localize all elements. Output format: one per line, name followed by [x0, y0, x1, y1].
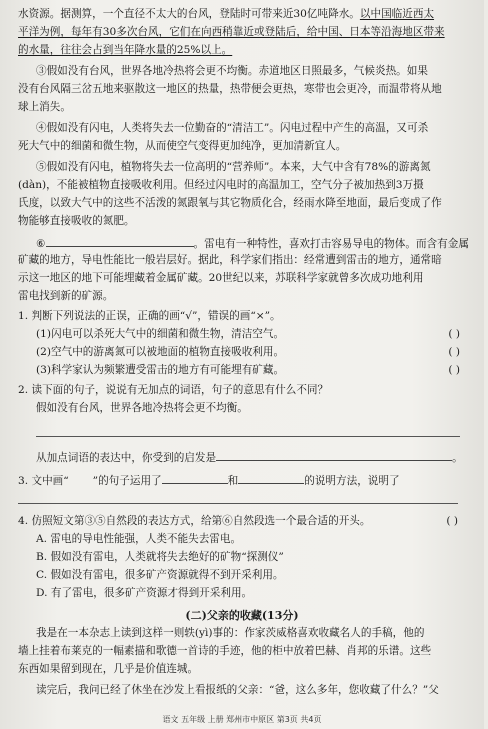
paren-text: ( )	[448, 346, 460, 358]
section-title: (二)父亲的收藏(13分)	[185, 609, 299, 622]
period: 。	[452, 452, 463, 464]
paragraph-5-line: 物能够直接吸收的氮肥。	[18, 215, 135, 227]
prompt-text: ”的句子运用了	[92, 475, 162, 487]
option-c[interactable]: C. 假如没有雷电，很多矿产资源就得不到开采利用。	[36, 569, 284, 581]
page-footer: 语文 五年级 上册 郑州市中原区 第3页 共4页	[162, 715, 322, 724]
paren-text: ( )	[448, 328, 460, 340]
question-2-followup	[36, 450, 463, 465]
prompt-text: 和	[227, 475, 239, 487]
answer-line[interactable]	[18, 503, 458, 504]
question-1-prompt: 1. 判断下列说法的正误，正确的画“√”，错误的画“×”。	[18, 310, 281, 322]
question-4-prompt	[18, 515, 458, 528]
answer-blank[interactable]	[216, 450, 452, 461]
paragraph-6-line: 矿藏的地方，导电性能比一般岩层好。据此，科学家们指出：经常遭到雷击的地方，通常暗	[18, 254, 442, 266]
statement-text: (2)空气中的游离氮可以被地面的植物直接吸收利用。	[36, 346, 285, 358]
answer-paren[interactable]	[446, 515, 458, 528]
prompt-text: 3. 文中画“	[18, 475, 69, 487]
paragraph-number: ⑥	[36, 238, 46, 250]
answer-blank[interactable]	[162, 473, 228, 484]
prompt-text: 4. 仿照短文第③⑤自然段的表达方式，给第⑥自然段选一个最合适的开头。	[18, 515, 371, 527]
paragraph-3-line: 没有台风隔三岔五地来驱散这一地区的热量，热带便会更热，寒带也会更冷，而温带将从地	[18, 83, 442, 95]
passage-line	[18, 44, 470, 57]
question-2-sentence: 假如没有台风，世界各地冷热将会更不均衡。	[36, 402, 248, 414]
underlined-sentence: 平洋为例，每年有30多次台风，它们在向西稍靠近或登陆后，给中国、日本等沿海地区带来	[18, 26, 445, 38]
statement-text: (1)闪电可以杀死大气中的细菌和微生物，清洁空气。	[36, 328, 285, 340]
paragraph-6-line	[36, 236, 470, 251]
statement-text: (3)科学家认为频繁遭受雷击的地方有可能埋有矿藏。	[36, 364, 285, 376]
paragraph-4-line: 死大气中的细菌和微生物，从而使空气变得更加纯净，更加清新宜人。	[18, 140, 347, 152]
prompt-text: 从加点词语的表达中，你受到的启发是	[36, 452, 217, 464]
answer-paren[interactable]	[448, 346, 460, 359]
section-2-line: 我是在一本杂志上读到这样一则轶(yì)事的：作家茨威格喜欢收藏名人的手稿，他的	[36, 627, 425, 639]
question-1-item	[36, 364, 460, 377]
paragraph-3-line: 球上消失。	[18, 101, 71, 113]
underlined-sentence: 以中国临近西太	[359, 8, 435, 20]
section-2-line: 墙上挂着布莱克的一幅素描和歌德一首诗的手迹，他的柜中放着巴赫、肖邦的乐谱。这些	[18, 645, 432, 657]
passage-line	[18, 8, 470, 21]
section-2-line: 东西如果留到现在，几乎是价值连城。	[18, 663, 199, 675]
answer-paren[interactable]	[448, 328, 460, 341]
paren-text: ( )	[448, 364, 460, 376]
paragraph-5-line: (dàn)，不能被植物直接吸收利用。但经过闪电时的高温加工，空气分子被加热到3万摄	[18, 179, 424, 191]
question-2-prompt: 2. 读下面的句子，说说有无加点的词语，句子的意思有什么不同？	[18, 384, 329, 396]
question-1-item	[36, 328, 460, 341]
paragraph-6-line: 雷电找到新的矿源。	[18, 290, 114, 302]
passage-text: 水资源。据测算，一个直径不太大的台风，登陆时可带来近30亿吨降水。	[18, 8, 360, 20]
paragraph-4-line: ④假如没有闪电，人类将失去一位勤奋的“清洁工”。闪电过程中产生的高温，又可杀	[36, 122, 429, 134]
passage-text: 。雷电有一种特性，喜欢打击容易导电的物体。而含有金属	[193, 238, 469, 250]
paragraph-5-line: ⑤假如没有闪电，植物将失去一位高明的“营养师”。本来，大气中含有78%的游离氮	[36, 161, 431, 173]
wavy-line-symbol	[69, 475, 93, 488]
paren-text: ( )	[446, 515, 458, 527]
answer-line[interactable]	[36, 436, 460, 437]
underlined-sentence: 的水量，往往会占到当年降水量的25%以上。	[18, 44, 233, 56]
option-d[interactable]: D. 有了雷电，很多矿产资源才得到开采利用。	[36, 587, 253, 599]
option-b[interactable]: B. 假如没有雷电，人类就将失去绝好的矿物“探测仪”	[36, 551, 284, 563]
option-a[interactable]: A. 雷电的导电性能强，人类不能失去雷电。	[36, 533, 242, 545]
question-1-item	[36, 346, 460, 359]
answer-blank[interactable]	[46, 236, 194, 247]
answer-paren[interactable]	[448, 364, 460, 377]
passage-line	[18, 26, 470, 39]
paragraph-6-line: 示这一地区的地下可能埋藏着金属矿藏。20世纪以来，苏联科学家就曾多次成功地利用	[18, 272, 424, 284]
paragraph-5-line: 氏度，以致大气中的这些不活泼的氮跟氧与其它物质化合，经雨水降至地面，最后变成了作	[18, 197, 442, 209]
prompt-text: 的说明方法，说明了	[304, 475, 400, 487]
paragraph-3-line: ③假如没有台风，世界各地冷热将会更不均衡。赤道地区日照最多，气候炎热。如果	[36, 65, 428, 77]
section-2-line: 读完后，我问已经了休坐在沙发上看报纸的父亲：“爸，这么多年，您收藏了什么？”父	[36, 684, 439, 696]
question-3-prompt	[18, 473, 470, 488]
answer-blank[interactable]	[238, 473, 304, 484]
